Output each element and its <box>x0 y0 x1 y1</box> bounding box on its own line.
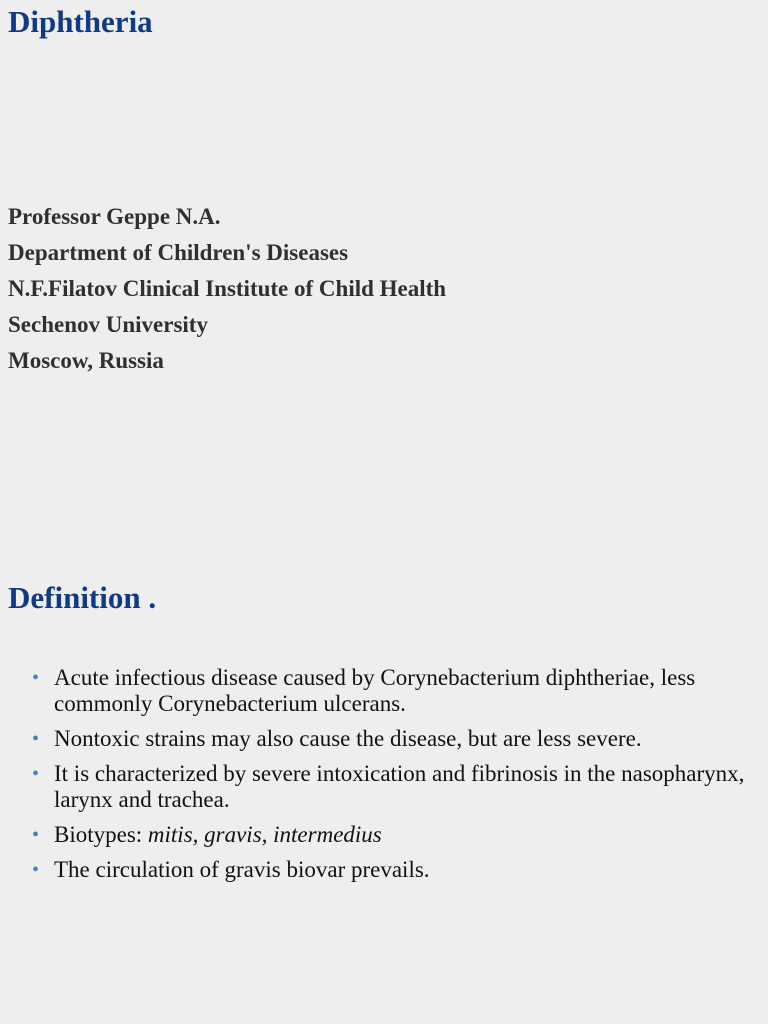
definition-item <box>32 665 752 717</box>
bullet-icon: • <box>32 824 40 846</box>
bullet-icon: • <box>32 859 40 881</box>
definition-item-text: Nontoxic strains may also cause the disease, but are less severe. <box>54 726 642 751</box>
author-department: Department of Children's Diseases <box>8 240 349 265</box>
definition-item-text: Acute infectious disease caused by Corynebacterium diphtheriae, less commonly Corynebacterium ulcerans. <box>54 665 696 716</box>
bullet-icon: • <box>32 667 40 689</box>
definition-item-text: The circulation of gravis biovar prevails. <box>54 857 430 882</box>
author-name: Professor Geppe N.A. <box>8 204 221 229</box>
author-block <box>8 199 446 379</box>
definition-item <box>32 822 752 848</box>
biotypes-label: Biotypes: <box>54 822 148 847</box>
author-location: Moscow, Russia <box>8 348 164 373</box>
definition-item <box>32 761 752 813</box>
bullet-icon: • <box>32 728 40 750</box>
bullet-icon: • <box>32 763 40 785</box>
definition-list <box>32 665 752 892</box>
biotypes-list: mitis, gravis, intermedius <box>147 822 382 847</box>
definition-heading: Definition . <box>8 580 157 615</box>
definition-item-text: It is characterized by severe intoxication and fibrinosis in the nasopharynx, larynx and trachea. <box>54 761 745 812</box>
slide-title: Diphtheria <box>8 4 153 39</box>
author-university: Sechenov University <box>8 312 208 337</box>
definition-item <box>32 726 752 752</box>
definition-item <box>32 857 752 883</box>
author-institute: N.F.Filatov Clinical Institute of Child Health <box>8 276 447 301</box>
